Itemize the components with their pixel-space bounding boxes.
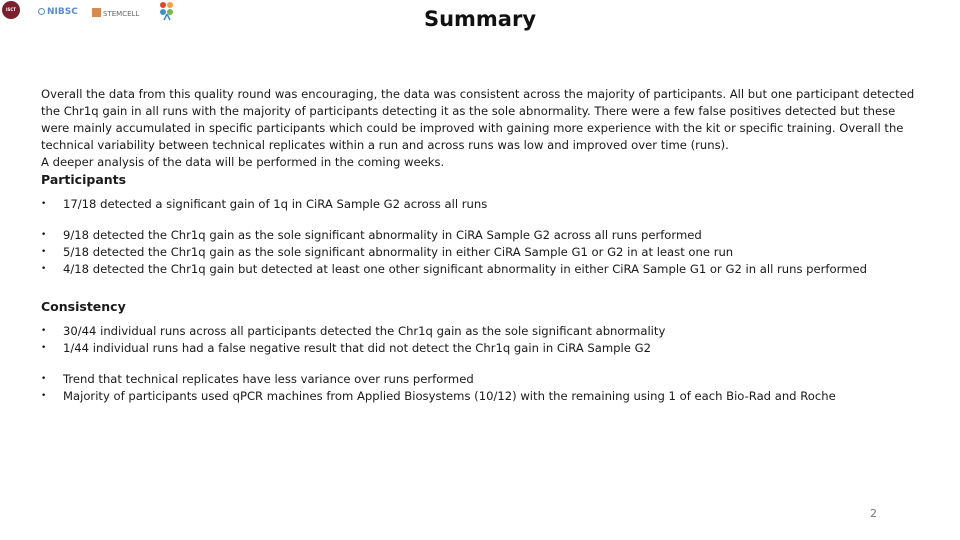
consistency-list-1	[41, 323, 919, 357]
participants-list-1	[41, 196, 919, 213]
isct-logo: ISCT	[2, 1, 20, 19]
list-item: • 1/44 individual runs had a false negative result that did not detect the Chr1q gain in CiRA Sample G2	[41, 340, 919, 357]
summary-content	[41, 86, 919, 405]
consistency-list-2	[41, 371, 919, 405]
intro-paragraph: Overall the data from this quality round was encouraging, the data was consistent across the majority of participants. All but one participant detected the Chr1q gain in all runs with the majority of participants detecting it as the sole abnormality. There were a few false positives detected but these were mainly accumulated in specific participants which could be improved with gaining more experience with the kit or specific training. Overall the technical variability between technical replicates within a run and across runs was low and improved over time (runs).	[41, 87, 915, 152]
list-item: • 4/18 detected the Chr1q gain but detected at least one other significant abnormality in either CiRA Sample G1 or G2 in all runs performed	[41, 261, 919, 278]
consistency-heading: Consistency	[41, 299, 126, 314]
list-item: • Majority of participants used qPCR machines from Applied Biosystems (10/12) with the remaining using 1 of each Bio-Rad and Roche	[41, 388, 919, 405]
participants-section	[41, 171, 919, 278]
participants-heading: Participants	[41, 172, 127, 187]
page-number: 2	[870, 507, 877, 520]
followup-paragraph: A deeper analysis of the data will be performed in the coming weeks.	[41, 155, 445, 169]
stemcell-logo: STEMCELL	[92, 8, 139, 18]
consistency-section	[41, 298, 919, 405]
nibsc-logo: NIBSC	[38, 7, 78, 17]
list-item: • 5/18 detected the Chr1q gain as the sole significant abnormality in either CiRA Sample G1 or G2 in at least one run	[41, 244, 919, 261]
participants-list-2	[41, 227, 919, 278]
list-item: • Trend that technical replicates have less variance over runs performed	[41, 371, 919, 388]
list-item: • 30/44 individual runs across all participants detected the Chr1q gain as the sole significant abnormality	[41, 323, 919, 340]
page-title: Summary	[423, 7, 537, 31]
list-item: • 17/18 detected a significant gain of 1q in CiRA Sample G2 across all runs	[41, 196, 919, 213]
list-item: • 9/18 detected the Chr1q gain as the sole significant abnormality in CiRA Sample G2 across all runs performed	[41, 227, 919, 244]
